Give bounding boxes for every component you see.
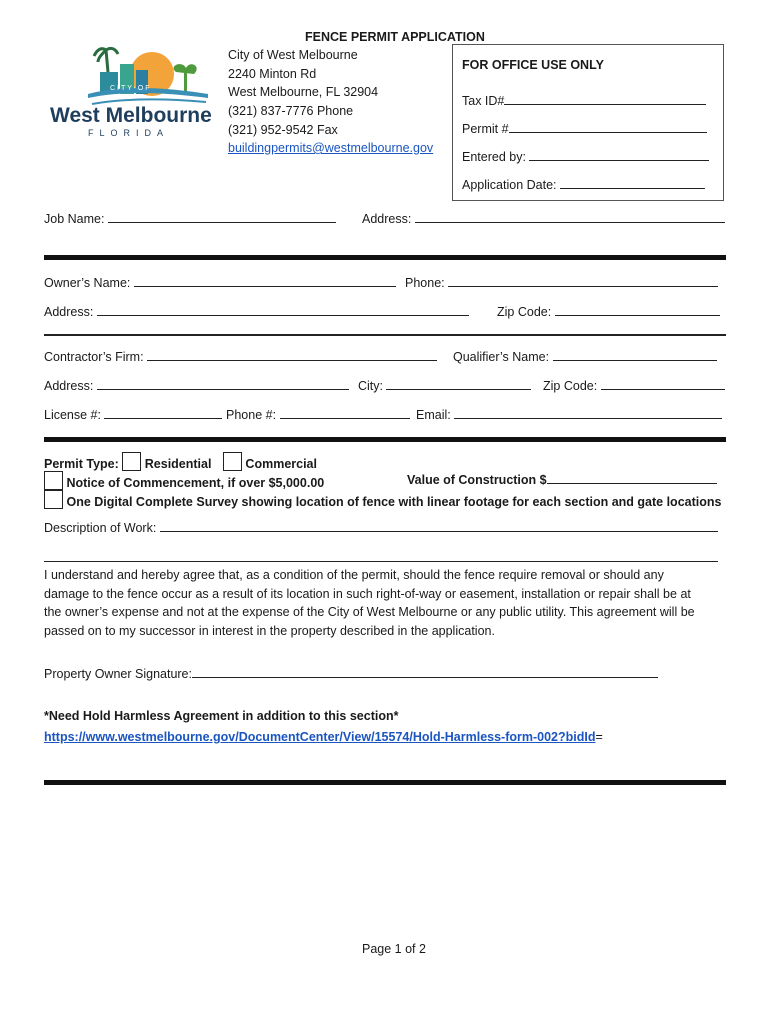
- hold-harmless-link-suffix: =: [595, 730, 603, 744]
- divider-thin: [44, 334, 726, 336]
- owner-address-label: Address:: [44, 305, 94, 319]
- owner-address-field[interactable]: [44, 303, 469, 320]
- owner-phone-field[interactable]: [405, 274, 718, 291]
- license-field[interactable]: [44, 406, 222, 423]
- entered-by-label: Entered by:: [462, 150, 526, 164]
- email-link[interactable]: buildingpermits@westmelbourne.gov: [228, 141, 434, 155]
- city-logo: [48, 42, 218, 142]
- notice-checkbox[interactable]: [44, 471, 63, 490]
- contractor-zip-field[interactable]: [543, 377, 725, 394]
- phone-line: (321) 837-7776 Phone: [228, 104, 354, 118]
- owner-signature-field[interactable]: [44, 665, 658, 682]
- commercial-label: Commercial: [245, 457, 317, 471]
- permit-label: Permit #: [462, 122, 509, 136]
- logo-graphic: [48, 42, 218, 142]
- permit-type-row: [44, 452, 317, 472]
- agreement-line-3: the owner’s expense and not at the expense of the City of West Melbourne or any public utility. This agreement will be: [44, 605, 695, 619]
- application-date-field[interactable]: [462, 176, 705, 193]
- contractor-firm-field[interactable]: [44, 348, 437, 365]
- qualifier-name-label: Qualifier’s Name:: [453, 350, 550, 364]
- value-of-construction-label: Value of Construction $: [407, 473, 547, 487]
- divider-2: [44, 437, 726, 442]
- entered-by-field[interactable]: [462, 148, 709, 165]
- survey-checkbox[interactable]: [44, 490, 63, 509]
- contractor-phone-label: Phone #:: [226, 408, 277, 422]
- agreement-line-1: I understand and hereby agree that, as a condition of the permit, should the fence require removal or should any: [44, 568, 664, 582]
- contractor-email-field[interactable]: [416, 406, 722, 423]
- description-label: Description of Work:: [44, 521, 157, 535]
- contractor-email-label: Email:: [416, 408, 451, 422]
- hold-harmless-row: [44, 729, 603, 745]
- divider-1: [44, 255, 726, 260]
- address-line-2: 2240 Minton Rd: [228, 67, 317, 81]
- office-use-title: FOR OFFICE USE ONLY: [462, 58, 604, 72]
- job-address-field[interactable]: [362, 210, 725, 227]
- contractor-zip-label: Zip Code:: [543, 379, 598, 393]
- address-line-1: City of West Melbourne: [228, 48, 358, 62]
- survey-label: One Digital Complete Survey showing location of fence with linear footage for each section and gate locations: [66, 495, 722, 509]
- notice-label: Notice of Commencement, if over $5,000.00: [66, 476, 325, 490]
- job-name-label: Job Name:: [44, 212, 105, 226]
- contractor-address-label: Address:: [44, 379, 94, 393]
- residential-checkbox[interactable]: [122, 452, 141, 471]
- owner-zip-label: Zip Code:: [497, 305, 552, 319]
- logo-city-of: CITY OF: [110, 85, 152, 92]
- qualifier-name-field[interactable]: [453, 348, 717, 365]
- agreement-line-2: damage to the fence occur as a result of its location in such right-of-way or easement, installation or repair shall be at: [44, 586, 691, 601]
- owner-signature-label: Property Owner Signature:: [44, 667, 192, 681]
- job-name-field[interactable]: [44, 210, 336, 227]
- value-of-construction-field[interactable]: [407, 471, 717, 488]
- application-date-label: Application Date:: [462, 178, 557, 192]
- tax-id-label: Tax ID#: [462, 94, 505, 108]
- contractor-phone-field[interactable]: [226, 406, 410, 423]
- survey-row: [44, 490, 721, 510]
- hold-harmless-note: *Need Hold Harmless Agreement in addition to this section*: [44, 709, 399, 723]
- owner-zip-field[interactable]: [497, 303, 720, 320]
- commercial-checkbox[interactable]: [223, 452, 242, 471]
- residential-label: Residential: [144, 457, 212, 471]
- contractor-city-label: City:: [358, 379, 383, 393]
- owner-phone-label: Phone:: [405, 276, 445, 290]
- fax-line: (321) 952-9542 Fax: [228, 123, 338, 137]
- permit-field[interactable]: [462, 120, 707, 137]
- contractor-address-field[interactable]: [44, 377, 349, 394]
- divider-3: [44, 780, 726, 785]
- permit-type-label: Permit Type:: [44, 457, 119, 471]
- description-field[interactable]: [44, 519, 718, 536]
- logo-state: FLORIDA: [88, 128, 170, 138]
- agreement-line-4: passed on to my successor in interest in the property described in the application.: [44, 623, 495, 638]
- hold-harmless-link[interactable]: https://www.westmelbourne.gov/DocumentCenter/View/15574/Hold-Harmless-form-002?bidId: [44, 730, 596, 744]
- notice-row: [44, 471, 324, 491]
- owner-name-field[interactable]: [44, 274, 396, 291]
- job-address-label: Address:: [362, 212, 412, 226]
- logo-city-name: West Melbourne: [50, 104, 212, 127]
- contractor-firm-label: Contractor’s Firm:: [44, 350, 144, 364]
- agreement-paragraph: [44, 566, 724, 640]
- tax-id-field[interactable]: [462, 92, 706, 109]
- form-title: FENCE PERMIT APPLICATION: [305, 30, 485, 44]
- owner-name-label: Owner’s Name:: [44, 276, 131, 290]
- description-line-2[interactable]: [44, 561, 718, 562]
- page-number: Page 1 of 2: [362, 942, 426, 956]
- license-label: License #:: [44, 408, 101, 422]
- address-line-3: West Melbourne, FL 32904: [228, 85, 379, 99]
- contractor-city-field[interactable]: [358, 377, 531, 394]
